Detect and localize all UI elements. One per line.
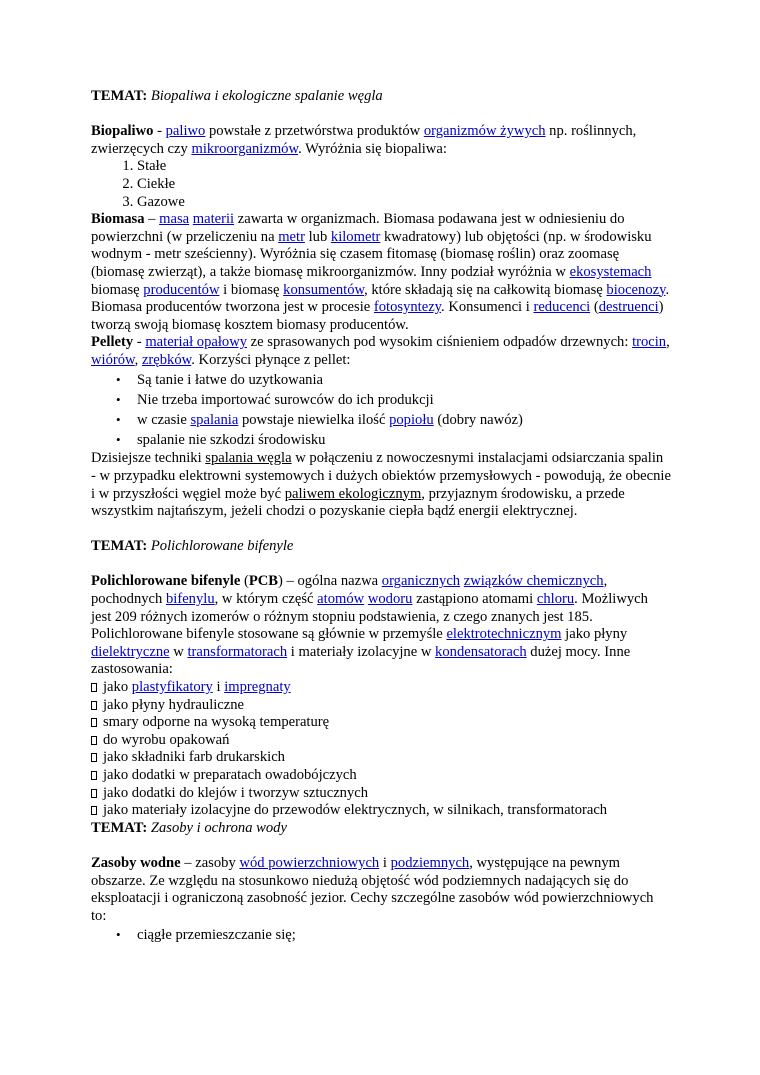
text: , pochodnych xyxy=(91,573,608,608)
term-zasoby-wodne: Zasoby wodne xyxy=(91,854,181,871)
text: Dzisiejsze techniki xyxy=(91,450,206,467)
checkbox-glyph-icon xyxy=(91,718,97,727)
text: powstałe z przetwórstwa produktów xyxy=(205,123,424,140)
list-item xyxy=(91,785,671,803)
underlined-spalania-wegla: spalania węgla xyxy=(205,450,292,467)
paragraph-biopaliwo xyxy=(91,123,671,158)
text: w czasie xyxy=(137,411,191,428)
text: ciągłe przemieszczanie się; xyxy=(137,927,296,944)
heading-label: TEMAT: xyxy=(91,88,148,104)
link-spalania[interactable]: spalania xyxy=(190,411,239,428)
text: lub xyxy=(304,228,331,245)
heading-label: TEMAT: xyxy=(91,538,148,555)
link-trocin[interactable]: trocin xyxy=(632,334,667,351)
link-destruenci[interactable]: destruenci xyxy=(598,299,659,316)
checkbox-glyph-icon xyxy=(91,701,97,710)
paragraph-biomasa xyxy=(91,211,671,334)
text: ( xyxy=(240,573,249,590)
document-page xyxy=(91,88,671,946)
text: Nie trzeba importować surowców do ich produkcji xyxy=(137,391,434,408)
text: . Możliwych jest 209 różnych izomerów o różnym stopniu podstawienia, z czego znanych jest 185. Polichlorowane bifenyle stosowane są głównie w przemyśle xyxy=(91,591,648,643)
heading-biopaliwa xyxy=(91,88,671,106)
list-item xyxy=(116,430,671,450)
list-item: 3. Gazowe xyxy=(137,194,671,212)
list-item xyxy=(116,925,671,945)
text: . Biomasa producentów tworzona jest w procesie xyxy=(91,281,670,316)
bullet-icon: • xyxy=(116,927,121,943)
text: w połączeniu z nowoczesnymi instalacjami odsiarczania spalin - w przypadku elektrowni systemowych i dużych obiektów przemysłowych - powodują, że obecnie i w przyszłości węgiel może być xyxy=(91,450,671,502)
text: smary odporne na wysoką temperaturę xyxy=(103,714,330,731)
text: Są tanie i łatwe do uzytkowania xyxy=(137,371,324,388)
term-pcb: Polichlorowane bifenyle xyxy=(91,573,241,590)
text: powstaje niewielka ilość xyxy=(238,411,390,428)
link-transformatorach[interactable]: transformatorach xyxy=(187,643,288,660)
list-item xyxy=(91,679,671,697)
text: ze sprasowanych pod wysokim ciśnieniem odpadów drzewnych: xyxy=(247,334,633,351)
list-item: 2. Ciekłe xyxy=(137,176,671,194)
text: – xyxy=(144,211,160,228)
term-pellety: Pellety xyxy=(91,334,134,351)
link-material-opalowy[interactable]: materiał opałowy xyxy=(145,334,248,351)
paragraph-pellety xyxy=(91,334,671,369)
text: zastąpiono atomami xyxy=(412,591,537,608)
list-item xyxy=(91,697,671,715)
text: , przyjaznym środowisku, a przede wszystkim najtańszym, jeżeli chodzi o pozyskanie ciepła bądź energii elektrycznej. xyxy=(91,485,625,520)
checkbox-glyph-icon xyxy=(91,736,97,745)
underlined-paliwem-ekologicznym: paliwem ekologicznym xyxy=(284,485,422,502)
checkbox-glyph-icon xyxy=(91,753,97,762)
link-kilometr[interactable]: kilometr xyxy=(330,228,381,245)
link-metr[interactable]: metr xyxy=(278,228,305,245)
link-wod-powierzchniowych[interactable]: wód powierzchniowych xyxy=(239,854,380,871)
text: spalanie nie szkodzi środowisku xyxy=(137,432,326,449)
heading-zasoby xyxy=(91,820,671,838)
list-item xyxy=(91,714,671,732)
text: . Konsumenci i xyxy=(441,299,534,316)
pellet-benefits-list xyxy=(91,370,671,451)
bullet-icon: • xyxy=(116,432,121,448)
link-wodoru[interactable]: wodoru xyxy=(367,591,413,608)
link-atomow[interactable]: atomów xyxy=(317,591,365,608)
link-paliwo[interactable]: paliwo xyxy=(165,123,206,140)
link-organizmow-zywych[interactable]: organizmów żywych xyxy=(423,123,546,140)
text: . Wyróżnia się biopaliwa: xyxy=(298,140,447,157)
link-zwiazkow-chemicznych[interactable]: związków chemicznych xyxy=(463,573,604,590)
bullet-icon: • xyxy=(116,411,121,427)
heading-label: TEMAT: xyxy=(91,819,148,836)
link-ekosystemach[interactable]: ekosystemach xyxy=(569,263,652,280)
text: , które składają się na całkowitą biomasę xyxy=(364,281,607,298)
link-plastyfikatory[interactable]: plastyfikatory xyxy=(131,679,213,696)
term-biopaliwo: Biopaliwo xyxy=(91,123,154,140)
list-item xyxy=(91,749,671,767)
text: – zasoby xyxy=(180,854,240,871)
bullet-icon: • xyxy=(116,391,121,407)
text: - xyxy=(153,123,166,140)
link-bifenylu[interactable]: bifenylu xyxy=(165,591,215,608)
text: np. roślinnych, zwierzęcych czy xyxy=(91,123,637,157)
text: jako dodatki do klejów i tworzyw sztucznych xyxy=(103,784,369,801)
text: i materiały izolacyjne w xyxy=(287,643,436,660)
text: biomasę xyxy=(91,281,144,298)
text: i xyxy=(212,679,225,696)
link-podziemnych[interactable]: podziemnych xyxy=(390,854,470,871)
term-biomasa: Biomasa xyxy=(91,211,145,228)
paragraph-zasoby-wodne xyxy=(91,855,671,925)
term-pcb-abbr: PCB xyxy=(248,573,279,590)
heading-topic: Zasoby i ochrona wody xyxy=(150,819,287,836)
heading-topic: Polichlorowane bifenyle xyxy=(150,538,294,555)
text: jako xyxy=(103,679,132,696)
bullet-icon: • xyxy=(116,371,121,387)
text: ( xyxy=(590,299,599,316)
link-konsumentow[interactable]: konsumentów xyxy=(283,281,365,298)
link-kondensatorach[interactable]: kondensatorach xyxy=(435,643,527,660)
biopaliwa-types-list xyxy=(91,158,671,211)
list-item xyxy=(91,767,671,785)
link-masa[interactable]: masa xyxy=(159,211,190,228)
heading-polichlorowane xyxy=(91,538,671,556)
list-item xyxy=(116,410,671,430)
link-fotosyntezy[interactable]: fotosyntezy xyxy=(373,299,442,316)
link-reducenci[interactable]: reducenci xyxy=(533,299,591,316)
text: dużej mocy. Inne zastosowania: xyxy=(91,643,631,678)
text: , w którym część xyxy=(214,591,318,608)
list-item: 1. Stałe xyxy=(137,158,671,176)
list-item xyxy=(116,390,671,410)
link-impregnaty[interactable]: impregnaty xyxy=(224,679,291,696)
link-zrebkow[interactable]: zrębków xyxy=(141,351,192,368)
link-elektrotechnicznym[interactable]: elektrotechnicznym xyxy=(446,626,562,643)
text: w xyxy=(169,643,188,660)
text: i biomasę xyxy=(219,281,284,298)
link-materii[interactable]: materii xyxy=(192,211,235,228)
list-item xyxy=(91,802,671,820)
text: jako składniki farb drukarskich xyxy=(103,749,285,766)
list-item xyxy=(116,370,671,390)
text: - xyxy=(133,334,146,351)
text: i xyxy=(379,854,391,871)
link-chloru[interactable]: chloru xyxy=(536,591,575,608)
checkbox-glyph-icon xyxy=(91,771,97,780)
link-popiolu[interactable]: popiołu xyxy=(389,411,434,428)
link-organicznych[interactable]: organicznych xyxy=(381,573,461,590)
text: ) – ogólna nazwa xyxy=(278,573,382,590)
paragraph-pcb xyxy=(91,573,671,679)
paragraph-dzisiejsze-techniki xyxy=(91,450,671,520)
link-producentow[interactable]: producentów xyxy=(143,281,220,298)
text: , xyxy=(666,334,670,351)
text: ) tworzą swoją biomasę kosztem biomasy producentów. xyxy=(91,299,664,333)
list-item xyxy=(91,732,671,750)
text: jako dodatki w preparatach owadobójczych xyxy=(103,767,357,783)
checkbox-glyph-icon xyxy=(91,789,97,798)
text: jako płyny xyxy=(561,626,628,643)
pcb-uses-list xyxy=(91,679,671,820)
text: do wyrobu opakowań xyxy=(103,731,230,748)
link-wiorow[interactable]: wiórów xyxy=(91,351,135,368)
text: , występujące na pewnym obszarze. Ze względu na stosunkowo niedużą objętość wód podziemnych nadających się do eksploatacji i ograniczoną zasobność jezior. Cechy szczególne zasobów wód powierzchniowych to: xyxy=(91,854,654,924)
water-features-list xyxy=(91,925,671,945)
link-biocenozy[interactable]: biocenozy xyxy=(606,281,666,298)
text: jako materiały izolacyjne do przewodów elektrycznych, w silnikach, transformatorach xyxy=(103,802,608,819)
text: kwadratowy) lub objętości (np. w środowisku wodnym - metr sześcienny). Wyróżnia się czasem fitomasę (biomasę roślin) oraz zoomasę (biomasę zwierząt), a także biomasę mikroorganizmów. Inny podział wyróżnia w xyxy=(91,228,652,280)
text: zawarta w organizmach. Biomasa podawana jest w odniesieniu do powierzchni (w przeliczeniu na xyxy=(91,211,625,245)
link-dielektryczne[interactable]: dielektryczne xyxy=(91,643,170,660)
heading-topic: Biopaliwa i ekologiczne spalanie węgla xyxy=(150,88,383,104)
checkbox-glyph-icon xyxy=(91,806,97,815)
checkbox-glyph-icon xyxy=(91,683,97,692)
text: . Korzyści płynące z pellet: xyxy=(191,351,351,368)
text: , xyxy=(134,351,142,368)
link-mikroorganizmow[interactable]: mikroorganizmów xyxy=(191,140,299,157)
text: (dobry nawóz) xyxy=(433,411,523,428)
text: jako płyny hydrauliczne xyxy=(103,696,245,713)
